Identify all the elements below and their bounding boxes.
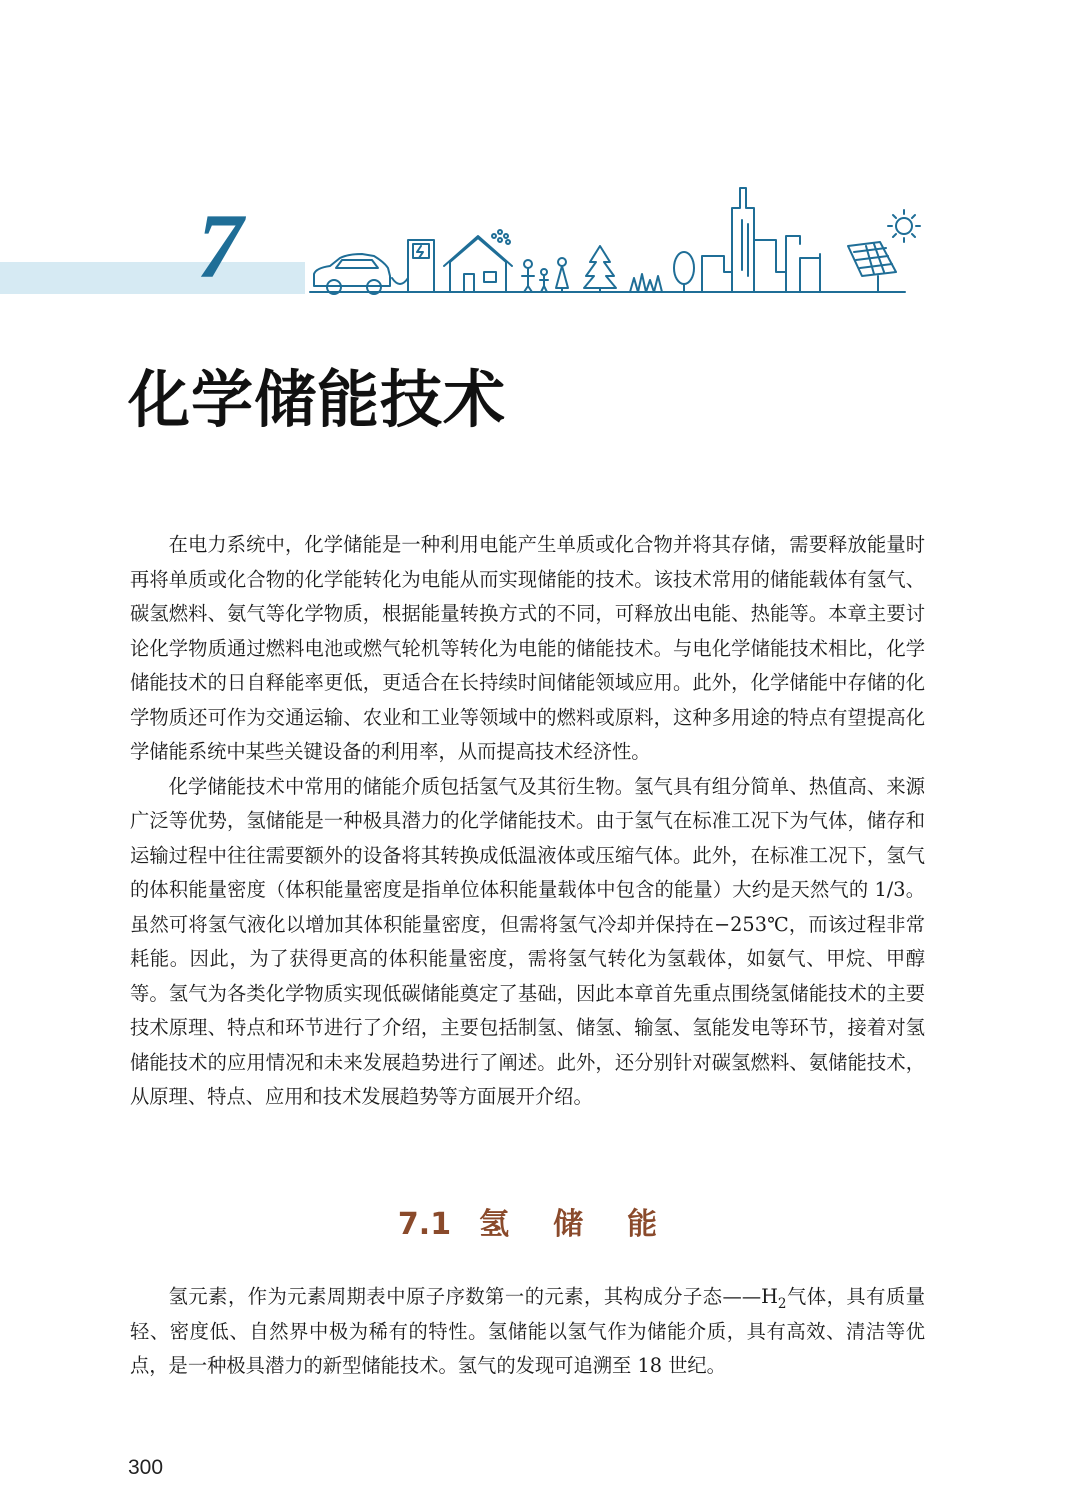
chapter-number: 7 [197, 195, 243, 297]
intro-paragraph: 化学储能技术中常用的储能介质包括氢气及其衍生物。氢气具有组分简单、热值高、来源广泛等优势，氢储能是一种极具潜力的化学储能技术。由于氢气在标准工况下为气体，储存和运输过程中往往需要额外的设备将其转换成低温液体或压缩气体。此外，在标准工况下，氢气的体积能量密度（体积能量密度是指单位体积能量载体中包含的能量）大约是天然气的 1/3。虽然可将氢气液化以增加其体积能量密度，但需将氢气冷却并保持在−253℃，而该过程非常耗能。因此，为了获得更高的体积能量密度，需将氢气转化为氢载体，如氨气、甲烷、甲醇等。氢气为各类化学物质实现低碳储能奠定了基础，因此本章首先重点围绕氢储能技术的主要技术原理、特点和环节进行了介绍，主要包括制氢、储氢、输氢、氢能发电等环节，接着对氢储能技术的应用情况和未来发展趋势进行了阐述。此外，还分别针对碳氢燃料、氨储能技术，从原理、特点、应用和技术发展趋势等方面展开介绍。 [130, 774, 925, 1108]
page-number: 300 [128, 1456, 164, 1479]
charging-station-icon [392, 240, 434, 292]
section-body [130, 1280, 925, 1384]
solar-panel-icon [848, 242, 896, 292]
sun-icon [888, 210, 920, 242]
intro-paragraph: 在电力系统中，化学储能是一种利用电能产生单质或化合物并将其存储，需要释放能量时再将单质或化合物的化学能转化为电能从而实现储能的技术。该技术常用的储能载体有氢气、碳氢燃料、氨气等化学物质，根据能量转换方式的不同，可释放出电能、热能等。本章主要讨论化学物质通过燃料电池或燃气轮机等转化为电能的储能技术。与电化学储能技术相比，化学储能技术的日自释能率更低，更适合在长持续时间储能领域应用。此外，化学储能中存储的化学物质还可作为交通运输、农业和工业等领域中的燃料或原料，这种多用途的特点有望提高化学储能系统中某些关键设备的利用率，从而提高技术经济性。 [130, 533, 925, 763]
section-title: 氢储能 [479, 1207, 702, 1242]
round-tree-icon [674, 252, 694, 292]
chapter-title: 化学储能技术 [128, 363, 507, 436]
section-paragraph [130, 1280, 925, 1384]
text-run: 氢元素，作为元素周期表中原子序数第一的元素，其构成分子态——H [168, 1285, 778, 1308]
chapter-intro [130, 528, 925, 1115]
tree-icon [584, 246, 616, 292]
section-heading [130, 1200, 925, 1250]
subscript: 2 [777, 1295, 787, 1312]
text-run: 气体，具有质量轻、密度低、自然界中极为稀有的特性。氢储能以氢气作为储能介质，具有高效、清洁等优点，是一种极具潜力的新型储能技术。氢气的发现可追溯至 18 世纪。 [130, 1285, 926, 1377]
car-icon [314, 254, 390, 294]
grass-icon [630, 274, 662, 292]
city-energy-banner-illustration [300, 180, 930, 300]
house-icon [444, 230, 512, 292]
section-number: 7.1 [397, 1207, 452, 1242]
buildings-icon [702, 188, 820, 292]
family-icon [522, 258, 568, 292]
